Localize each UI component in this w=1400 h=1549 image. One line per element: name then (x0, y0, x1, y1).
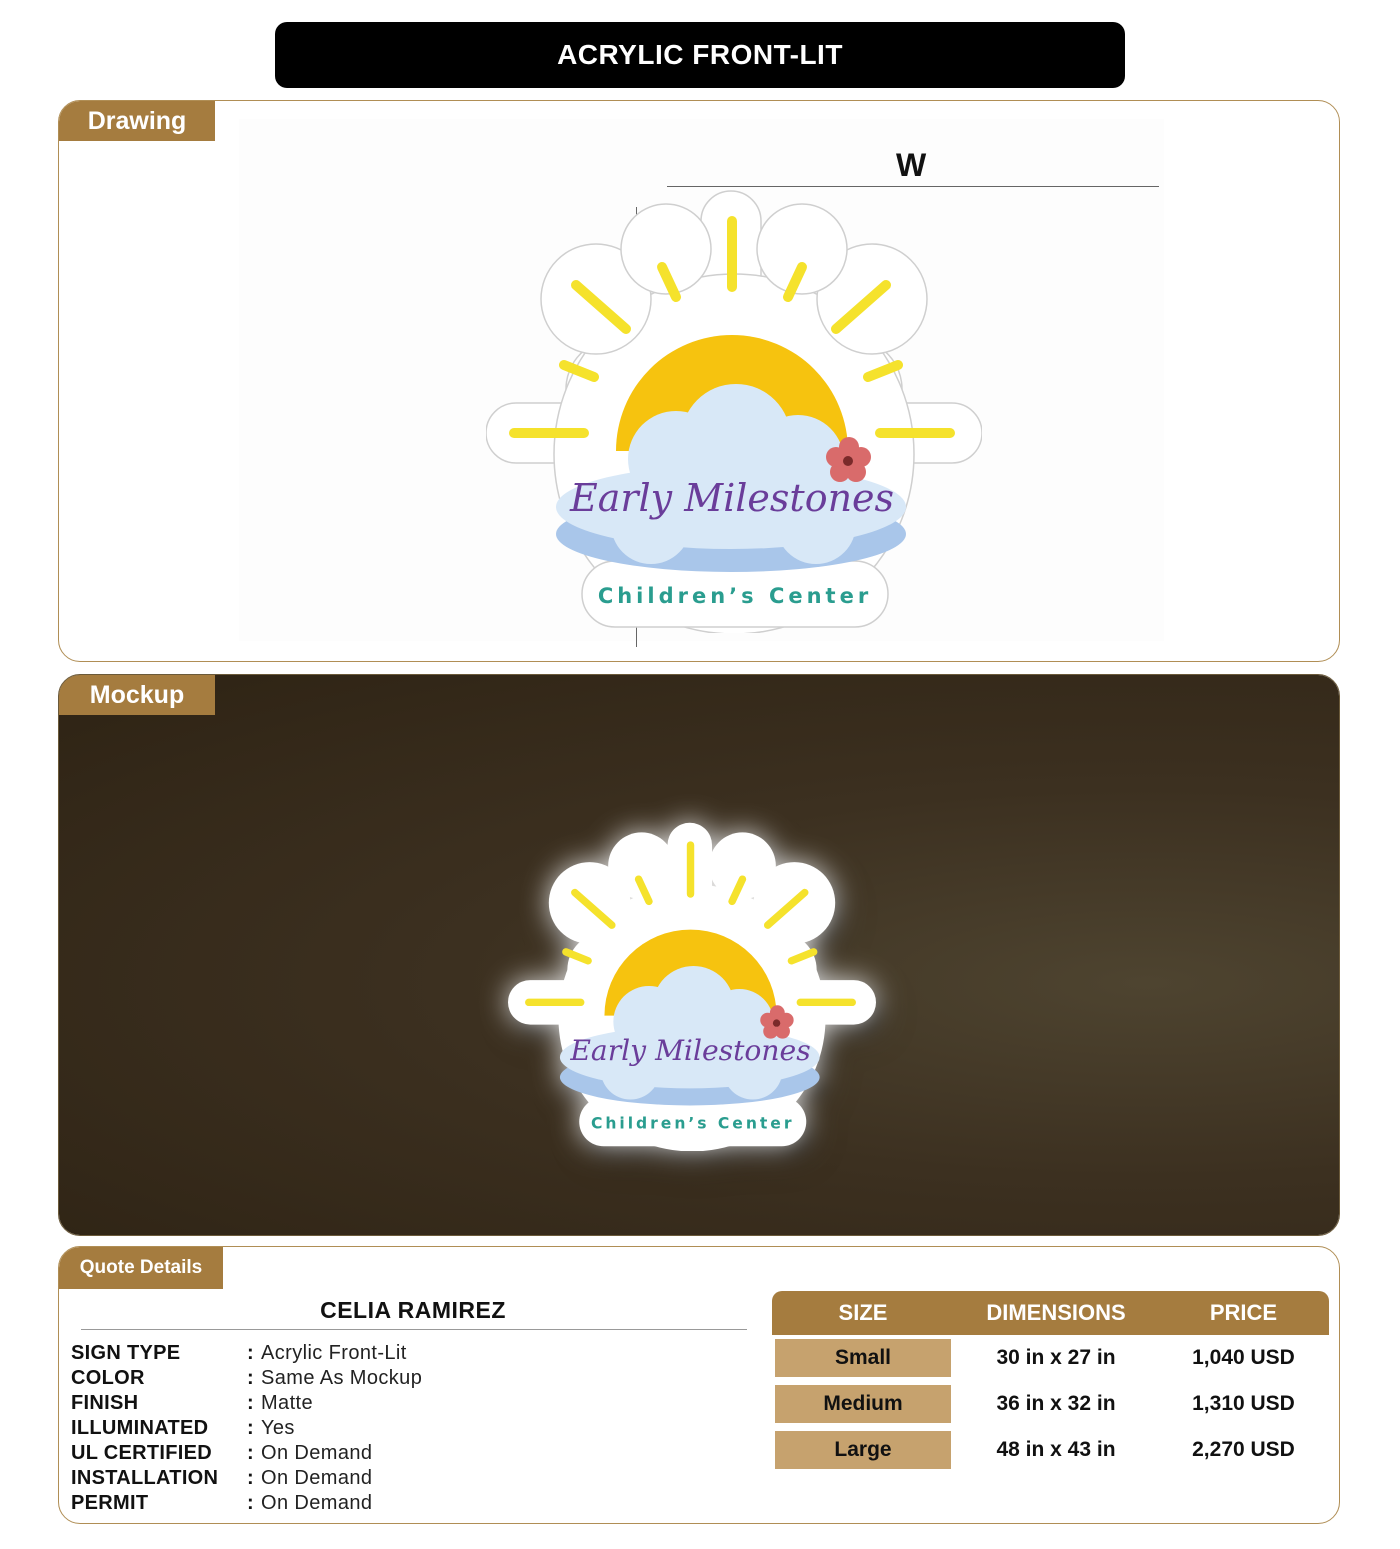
divider (81, 1329, 747, 1330)
spec-key: FINISH (71, 1392, 139, 1414)
spec-colon: : (247, 1392, 254, 1414)
spec-value: Same As Mockup (261, 1367, 423, 1389)
price-cell: 2,270 USD (1192, 1438, 1295, 1461)
price-table-header (772, 1291, 1329, 1335)
spec-key: UL CERTIFIED (71, 1442, 213, 1464)
sign-line1-text: Early Milestones (570, 1034, 811, 1068)
table-row (772, 1381, 1329, 1427)
customer-name: CELIA RAMIREZ (320, 1297, 506, 1323)
sign-logo-mockup (508, 821, 876, 1151)
drawing-tab: Drawing (59, 101, 215, 141)
size-cell: Medium (775, 1385, 951, 1423)
table-row (772, 1335, 1329, 1381)
spec-value: On Demand (261, 1467, 373, 1489)
spec-key: COLOR (71, 1367, 145, 1389)
spec-key: ILLUMINATED (71, 1417, 209, 1439)
size-cell: Small (775, 1339, 951, 1377)
sign-line1-text: Early Milestones (569, 476, 895, 520)
header-size: SIZE (838, 1300, 888, 1325)
quote-tab: Quote Details (59, 1247, 223, 1289)
mockup-panel (58, 674, 1340, 1236)
price-cell: 1,310 USD (1192, 1392, 1295, 1415)
mockup-tab: Mockup (59, 675, 215, 715)
spec-key: SIGN TYPE (71, 1342, 181, 1364)
table-row (772, 1427, 1329, 1473)
spec-value: Yes (261, 1417, 295, 1439)
sign-line2-text: Children’s Center (590, 1114, 795, 1133)
spec-row (71, 1341, 422, 1366)
spec-value: On Demand (261, 1442, 373, 1464)
spec-colon: : (247, 1367, 254, 1389)
drawing-canvas (239, 119, 1164, 641)
spec-row (71, 1391, 422, 1416)
dimensions-cell: 30 in x 27 in (996, 1346, 1116, 1369)
width-dimension-line (667, 186, 1159, 187)
spec-colon: : (247, 1442, 254, 1464)
size-cell: Large (775, 1431, 951, 1469)
width-label: W (896, 147, 927, 183)
price-table (772, 1291, 1329, 1473)
spec-colon: : (247, 1342, 254, 1364)
spec-key: INSTALLATION (71, 1467, 219, 1489)
spec-row (71, 1366, 422, 1391)
spec-colon: : (247, 1417, 254, 1439)
spec-row (71, 1491, 422, 1516)
spec-colon: : (247, 1467, 254, 1489)
spec-row (71, 1441, 422, 1466)
dimensions-cell: 48 in x 43 in (996, 1438, 1116, 1461)
price-cell: 1,040 USD (1192, 1346, 1295, 1369)
page-title: ACRYLIC FRONT-LIT (275, 22, 1125, 88)
dimensions-cell: 36 in x 32 in (996, 1392, 1116, 1415)
sign-logo-drawing (486, 189, 982, 633)
spec-value: Acrylic Front-Lit (261, 1342, 407, 1364)
header-price: PRICE (1209, 1300, 1278, 1325)
spec-colon: : (247, 1492, 254, 1514)
spec-row (71, 1416, 422, 1441)
spec-value: Matte (261, 1392, 314, 1414)
quote-panel (58, 1246, 1340, 1524)
spec-row (71, 1466, 422, 1491)
spec-list (71, 1341, 422, 1516)
header-dimensions: DIMENSIONS (986, 1300, 1126, 1325)
spec-key: PERMIT (71, 1492, 149, 1514)
drawing-panel (58, 100, 1340, 662)
sign-line2-text: Children’s Center (597, 584, 873, 608)
spec-value: On Demand (261, 1492, 373, 1514)
